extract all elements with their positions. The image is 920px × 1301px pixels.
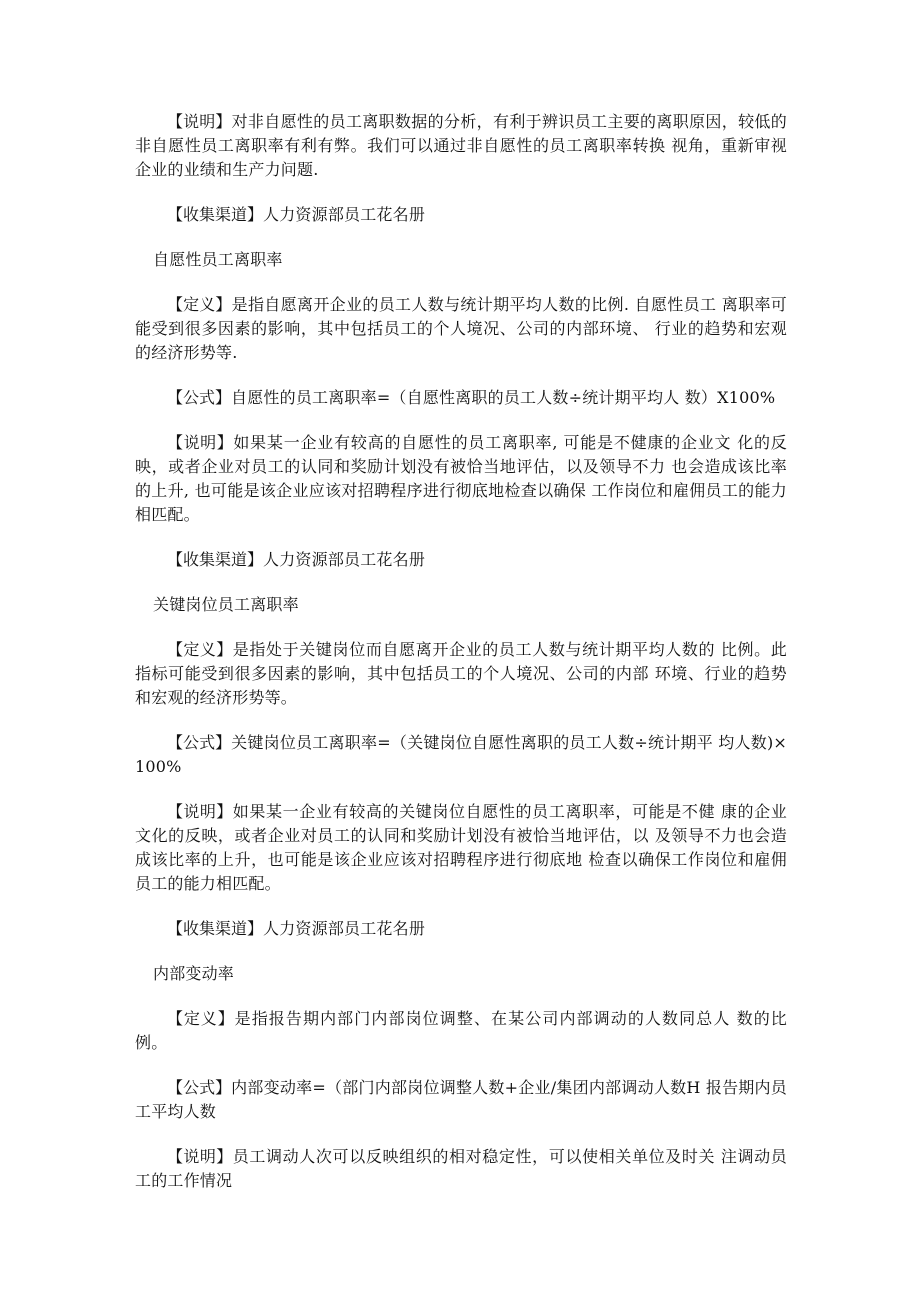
paragraph-explanation-voluntary	[135, 431, 787, 527]
paragraph-text: 自愿性的员工离职率=（自愿性离职的员工人数÷统计期平均人 数）X100%	[231, 388, 776, 407]
paragraph-definition-voluntary	[135, 293, 787, 365]
paragraph-tag: 【定义】	[167, 1009, 235, 1028]
paragraph-tag: 【定义】	[167, 640, 233, 659]
paragraph-formula-key-position	[135, 731, 787, 779]
paragraph-tag: 【收集渠道】	[167, 550, 264, 569]
paragraph-definition-internal-transfer	[135, 1007, 787, 1055]
section-heading-key-position-turnover	[135, 593, 787, 617]
paragraph-collection-channel	[135, 917, 787, 941]
paragraph-tag: 【公式】	[167, 733, 232, 752]
paragraph-tag: 【收集渠道】	[167, 919, 264, 938]
paragraph-text: 对非自愿性的员工离职数据的分析，有利于辨识员工主要的离职原因，较低的非自愿性员工离职率有利有弊。我们可以通过非自愿性的员工离职率转换 视角，重新审视企业的业绩和生产力问题.	[135, 112, 787, 179]
paragraph-collection-channel	[135, 548, 787, 572]
paragraph-text: 是指处于关键岗位而自愿离开企业的员工人数与统计期平均人数的 比例。此指标可能受到很多因素的影响，其中包括员工的个人境况、公司的内部 环境、行业的趋势和宏观的经济形势等。	[135, 640, 787, 707]
paragraph-text: 关键岗位员工离职率=（关键岗位自愿性离职的员工人数÷统计期平 均人数)×100%	[135, 733, 787, 776]
paragraph-explanation-key-position	[135, 800, 787, 896]
heading-text: 自愿性员工离职率	[153, 250, 283, 269]
section-heading-internal-transfer-rate	[135, 962, 787, 986]
paragraph-text: 人力资源部员工花名册	[263, 550, 426, 569]
heading-text: 内部变动率	[153, 964, 235, 983]
paragraph-text: 内部变动率=（部门内部岗位调整人数+企业/集团内部调动人数H 报告期内员工平均人数	[135, 1078, 787, 1121]
paragraph-definition-key-position	[135, 638, 787, 710]
paragraph-collection-channel	[135, 203, 787, 227]
paragraph-tag: 【说明】	[167, 802, 233, 821]
paragraph-tag: 【说明】	[167, 433, 234, 452]
section-heading-voluntary-turnover	[135, 248, 787, 272]
paragraph-tag: 【公式】	[167, 388, 232, 407]
paragraph-text: 是指报告期内部门内部岗位调整、在某公司内部调动的人数同总人 数的比例。	[135, 1009, 787, 1052]
paragraph-text: 如果某一企业有较高的关键岗位自愿性的员工离职率，可能是不健 康的企业文化的反映，或者企业对员工的认同和奖励计划没有被恰当地评估，以 及领导不力也会造成该比率的上升，也可能是该企业应该对招聘程序进行彻底地 检查以确保工作岗位和雇佣员工的能力相匹配。	[135, 802, 787, 893]
paragraph-text: 是指自愿离开企业的员工人数与统计期平均人数的比例. 自愿性员工 离职率可能受到很多因素的影响，其中包括员工的个人境况、公司的内部环境、 行业的趋势和宏观的经济形势等.	[135, 295, 787, 362]
paragraph-tag: 【说明】	[167, 112, 232, 131]
paragraph-text: 如果某一企业有较高的自愿性的员工离职率, 可能是不健康的企业文 化的反映，或者企业对员工的认同和奖励计划没有被恰当地评估，以及领导不力 也会造成该比率的上升, 也可能是该企业应该对招聘程序进行彻底地检查以确保 工作岗位和雇佣员工的能力相匹配。	[135, 433, 787, 524]
paragraph-tag: 【定义】	[167, 295, 232, 314]
paragraph-tag: 【收集渠道】	[167, 205, 264, 224]
heading-text: 关键岗位员工离职率	[153, 595, 299, 614]
paragraph-text: 人力资源部员工花名册	[263, 205, 426, 224]
paragraph-formula-voluntary	[135, 386, 787, 410]
document-body	[135, 110, 787, 1214]
paragraph-explanation-internal-transfer	[135, 1145, 787, 1193]
paragraph-text: 员工调动人次可以反映组织的相对稳定性，可以使相关单位及时关 注调动员工的工作情况	[135, 1147, 787, 1190]
paragraph-explanation-involuntary	[135, 110, 787, 182]
paragraph-tag: 【说明】	[167, 1147, 233, 1166]
paragraph-formula-internal-transfer	[135, 1076, 787, 1124]
paragraph-text: 人力资源部员工花名册	[263, 919, 426, 938]
paragraph-tag: 【公式】	[167, 1078, 232, 1097]
